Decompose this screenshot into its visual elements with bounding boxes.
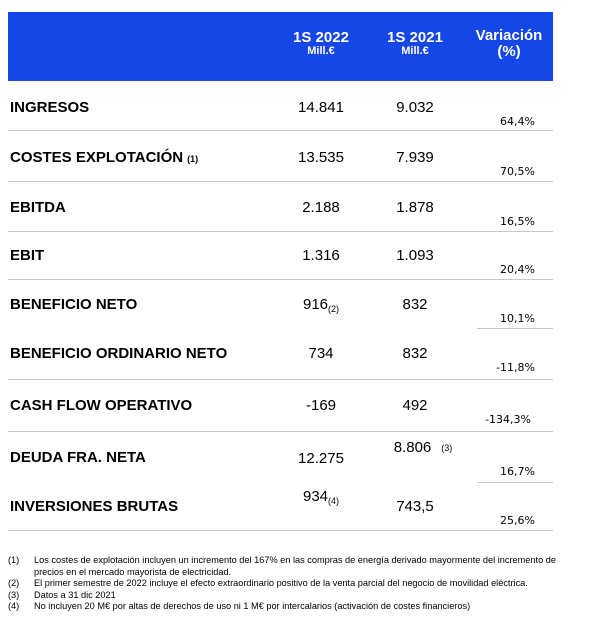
- header-col-1s2021-unit: Mill.€: [401, 45, 429, 58]
- footnote: [8, 555, 588, 578]
- row-divider: [8, 181, 553, 182]
- row-label: BENEFICIO ORDINARIO NETO: [10, 345, 228, 362]
- value-1s2022: $934_{(4)}$: [302, 488, 340, 506]
- value-1s2021: 1.878: [396, 199, 434, 216]
- table-row: [8, 185, 553, 234]
- variation-pct: -11,8%: [496, 361, 535, 374]
- value-1s2021: 1.093: [396, 247, 434, 264]
- value-1s2022: 2.188: [302, 199, 340, 216]
- row-divider: [8, 130, 553, 131]
- value-1s2022: 734: [308, 345, 334, 362]
- table-row: [8, 85, 553, 134]
- header-col-1s2022-unit: Mill.€: [307, 45, 335, 58]
- value-1s2022: 12.275: [298, 450, 344, 467]
- variation-pct: 20,4%: [500, 263, 535, 276]
- table-row: [8, 331, 553, 380]
- variation-pct: 16,7%: [500, 465, 535, 478]
- row-divider: [8, 231, 553, 232]
- table-header: [8, 12, 553, 81]
- row-label: INGRESOS: [10, 99, 90, 116]
- variation-pct: 64,4%: [500, 115, 535, 128]
- footnote-text: Los costes de explotación incluyen un incremento del 167% en las compras de energía derivado mayormente del incremento de precios en el mercado mayorista de electricidad.: [34, 555, 556, 577]
- footnote-number: (1): [8, 555, 20, 565]
- table-row: [8, 135, 553, 184]
- table-row: [8, 435, 553, 484]
- value-1s2022: -169: [305, 397, 337, 414]
- table-row: [8, 484, 553, 533]
- footnote-text: Datos a 31 dic 2021: [34, 589, 116, 600]
- value-1s2021: 8.806 (3): [393, 439, 453, 456]
- footnote-text: El primer semestre de 2022 incluye el efecto extraordinario positivo de la venta parcial del negocio de movilidad eléctrica.: [34, 578, 528, 588]
- row-label: EBITDA: [10, 199, 66, 216]
- footnote: [8, 590, 588, 602]
- value-1s2021: 7.939: [396, 149, 434, 166]
- header-col-1s2021-title: 1S 2021: [387, 29, 443, 46]
- header-col-variacion: [464, 28, 554, 60]
- row-label: CASH FLOW OPERATIVO: [10, 397, 193, 414]
- row-label: BENEFICIO NETO: [10, 296, 138, 313]
- variation-pct: -134,3%: [485, 413, 531, 426]
- row-divider: [8, 279, 553, 280]
- variation-pct: 10,1%: [500, 312, 535, 325]
- header-col-variacion-title: Variación: [475, 27, 543, 44]
- row-label: INVERSIONES BRUTAS: [10, 498, 179, 515]
- row-divider: [477, 482, 553, 483]
- footnote-number: (4): [8, 601, 20, 611]
- footnote: [8, 601, 588, 613]
- header-col-variacion-unit: (%): [497, 43, 521, 61]
- value-1s2021: 743,5: [396, 498, 434, 515]
- value-1s2021: 9.032: [396, 99, 434, 116]
- row-label: DEUDA FRA. NETA: [10, 449, 146, 466]
- footnote: [8, 578, 588, 590]
- row-divider: [8, 530, 553, 531]
- variation-pct: 16,5%: [500, 215, 535, 228]
- value-1s2021: 832: [402, 345, 428, 362]
- table-row: [8, 282, 553, 331]
- header-col-1s2021: [372, 30, 458, 58]
- row-label: COSTES EXPLOTACIÓN (1): [10, 149, 199, 166]
- row-divider: [8, 379, 553, 380]
- footnote-text: No incluyen 20 M€ por altas de derechos de uso ni 1 M€ por intercalarios (activación de costes financieros): [34, 601, 471, 611]
- value-1s2021: 832: [402, 296, 428, 313]
- table-row: [8, 383, 553, 432]
- row-label: EBIT: [10, 247, 45, 264]
- value-1s2021: 492: [402, 397, 428, 414]
- row-divider: [477, 328, 553, 329]
- value-1s2022: 14.841: [298, 99, 344, 116]
- value-1s2022: 1.316: [302, 247, 340, 264]
- footnotes: [8, 555, 588, 613]
- footnote-number: (3): [8, 589, 20, 600]
- header-col-1s2022: [278, 30, 364, 58]
- value-1s2022: $916_{(2)}$: [302, 296, 340, 314]
- row-divider: [8, 431, 553, 432]
- variation-pct: 25,6%: [500, 514, 535, 527]
- value-1s2022: 13.535: [298, 149, 344, 166]
- footnote-number: (2): [8, 578, 20, 588]
- table-row: [8, 233, 553, 282]
- header-col-1s2022-title: 1S 2022: [293, 29, 349, 46]
- variation-pct: 70,5%: [500, 165, 535, 178]
